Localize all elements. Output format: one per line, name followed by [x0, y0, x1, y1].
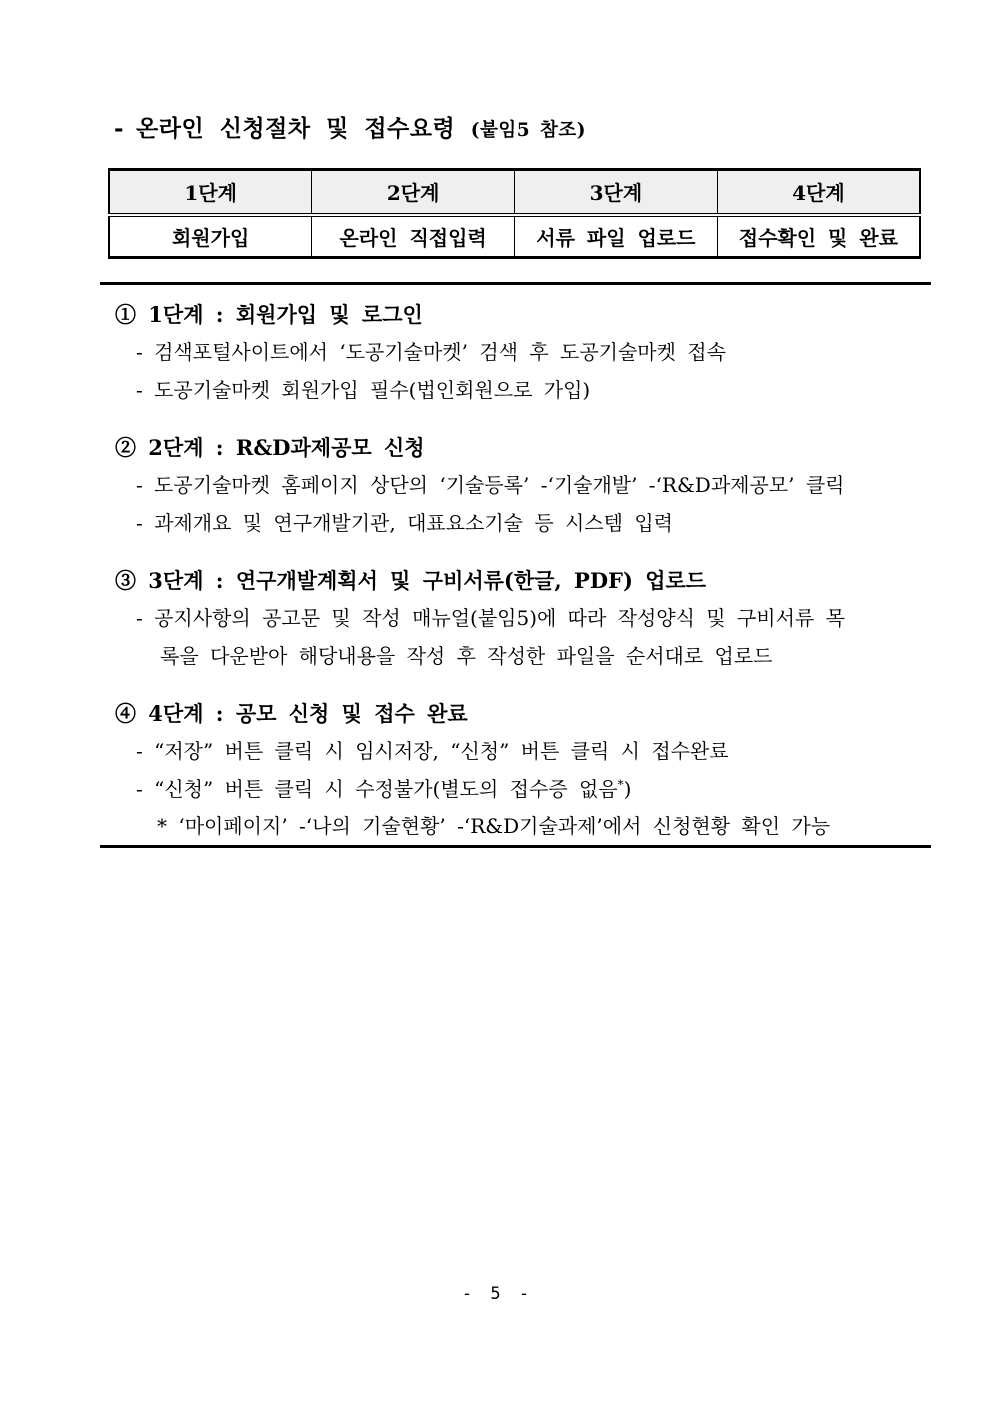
table-header-cell-step2: 2단계 [312, 170, 515, 215]
item-text-pre: - “신청” 버튼 클릭 시 수정불가(별도의 접수증 없음 [136, 776, 618, 801]
page-title [114, 110, 586, 143]
procedure-steps-box [100, 282, 931, 848]
table-cell-step4: 접수확인 및 완료 [717, 215, 920, 258]
section-item-continuation: 록을 다운받아 해당내용을 작성 후 작성한 파일을 순서대로 업로드 [160, 643, 773, 668]
table-header-cell-step3: 3단계 [515, 170, 718, 215]
section-footnote: * ‘마이페이지’ -‘나의 기술현황’ -‘R&D기술과제’에서 신청현황 확인 가능 [157, 814, 831, 838]
section-step4 [100, 699, 931, 846]
section-heading: ④ 4단계 : 공모 신청 및 접수 완료 [115, 701, 468, 726]
section-step3 [100, 566, 931, 675]
section-item: - “저장” 버튼 클릭 시 임시저장, “신청” 버튼 클릭 시 접수완료 [136, 739, 729, 763]
title-text: 온라인 신청절차 및 접수요령 [136, 115, 456, 142]
table-cell-step3: 서류 파일 업로드 [515, 215, 718, 258]
section-step1 [100, 300, 931, 409]
section-step2 [100, 433, 931, 542]
title-dash: - [114, 115, 125, 142]
section-heading: ③ 3단계 : 연구개발계획서 및 구비서류(한글, PDF) 업로드 [115, 568, 707, 593]
item-text-post: ) [623, 776, 632, 801]
page-number: - 5 - [461, 1284, 531, 1304]
section-item: - 도공기술마켓 회원가입 필수(법인회원으로 가입) [136, 377, 591, 402]
steps-table-body-row [109, 215, 920, 258]
table-header-cell-step1: 1단계 [109, 170, 312, 215]
steps-table [108, 168, 921, 259]
section-heading: ② 2단계 : R&D과제공모 신청 [115, 435, 425, 460]
table-cell-step1: 회원가입 [109, 215, 312, 258]
section-item-with-superscript [100, 771, 931, 809]
section-item: - 공지사항의 공고문 및 작성 매뉴얼(붙임5)에 따라 작성양식 및 구비서류 목 [136, 606, 845, 630]
superscript-asterisk: * [617, 776, 624, 791]
section-heading: ① 1단계 : 회원가입 및 로그인 [115, 302, 423, 327]
table-header-cell-step4: 4단계 [717, 170, 920, 215]
table-cell-step2: 온라인 직접입력 [312, 215, 515, 258]
steps-table-header-row [109, 170, 920, 215]
section-item: - 과제개요 및 연구개발기관, 대표요소기술 등 시스템 입력 [136, 510, 673, 535]
section-item: - 도공기술마켓 홈페이지 상단의 ‘기술등록’ -‘기술개발’ -‘R&D과제공모’ 클릭 [136, 473, 845, 497]
section-item: - 검색포털사이트에서 ‘도공기술마켓’ 검색 후 도공기술마켓 접속 [136, 340, 726, 364]
title-attachment-note: (붙임5 참조) [470, 120, 587, 141]
